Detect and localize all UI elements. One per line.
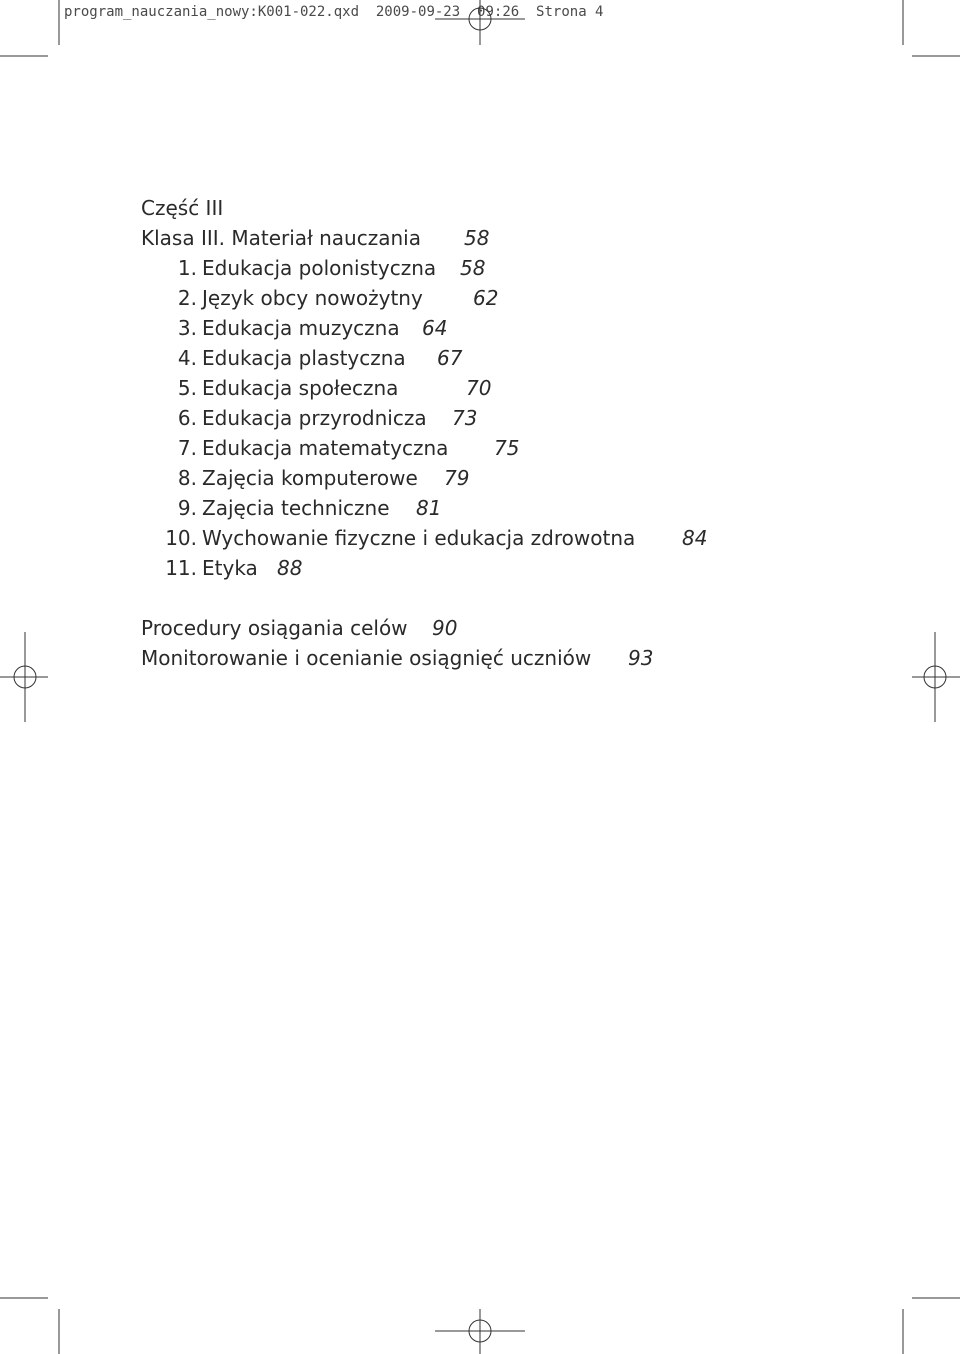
- extra-entry-label: Procedury osiągania celów: [141, 616, 408, 640]
- toc-item-page: 64: [422, 316, 448, 340]
- toc-item-label: Język obcy nowożytny: [202, 286, 423, 310]
- toc-item-label: Etyka: [202, 556, 258, 580]
- toc-item-2: [177, 283, 635, 313]
- registration-mark-bottom: [435, 1309, 525, 1354]
- toc-item-page: 58: [460, 256, 486, 280]
- part-title-row: [141, 193, 635, 223]
- toc-item-number: 2.: [177, 286, 197, 310]
- toc-item-page: 70: [466, 376, 492, 400]
- extra-entry-page: 93: [628, 646, 654, 670]
- toc-item-number: 4.: [177, 346, 197, 370]
- toc-item-11: [165, 553, 635, 583]
- toc-item-label: Zajęcia komputerowe: [202, 466, 418, 490]
- part-title: Część III: [141, 196, 224, 220]
- class-entry-row: [141, 223, 635, 253]
- toc-item-label: Edukacja plastyczna: [202, 346, 406, 370]
- toc-item-number: 7.: [177, 436, 197, 460]
- toc-item-5: [177, 373, 635, 403]
- toc-item-1: [177, 253, 635, 283]
- toc-item-label: Zajęcia techniczne: [202, 496, 390, 520]
- toc-item-page: 88: [277, 556, 303, 580]
- registration-mark-right: [912, 632, 960, 722]
- extra-entry-label: Monitorowanie i ocenianie osiągnięć uczniów: [141, 646, 592, 670]
- class-entry-page: 58: [464, 226, 490, 250]
- toc-item-label: Wychowanie fizyczne i edukacja zdrowotna: [202, 526, 636, 550]
- toc-item-number: 9.: [177, 496, 197, 520]
- class-entry-label: Klasa III. Materiał nauczania: [141, 226, 421, 250]
- table-of-contents: [141, 193, 708, 673]
- extra-entry-page: 90: [432, 616, 458, 640]
- registration-mark-top: [435, 0, 525, 45]
- toc-item-label: Edukacja społeczna: [202, 376, 399, 400]
- toc-item-page: 73: [452, 406, 478, 430]
- toc-item-page: 81: [416, 496, 442, 520]
- toc-item-number: 11.: [165, 556, 197, 580]
- toc-item-7: [177, 433, 635, 463]
- extra-entry-procedures: [141, 613, 635, 643]
- toc-item-4: [177, 343, 635, 373]
- toc-item-label: Edukacja matematyczna: [202, 436, 449, 460]
- toc-item-8: [177, 463, 635, 493]
- toc-item-number: 10.: [165, 526, 197, 550]
- toc-item-3: [177, 313, 635, 343]
- toc-item-9: [177, 493, 635, 523]
- toc-item-label: Edukacja muzyczna: [202, 316, 400, 340]
- slug-page-label: Strona 4: [536, 4, 604, 20]
- slug-time: 09:26: [477, 4, 520, 20]
- toc-item-page: 79: [444, 466, 470, 490]
- toc-item-label: Edukacja polonistyczna: [202, 256, 437, 280]
- toc-item-number: 1.: [177, 256, 197, 280]
- slug-date: 2009-09-23: [375, 4, 461, 20]
- toc-item-page: 62: [473, 286, 499, 310]
- toc-item-10: [165, 523, 708, 553]
- section-gap: [141, 583, 635, 613]
- toc-item-page: 84: [682, 526, 708, 550]
- toc-item-page: 67: [437, 346, 463, 370]
- toc-item-6: [177, 403, 635, 433]
- registration-mark-left: [0, 632, 48, 722]
- toc-item-number: 8.: [177, 466, 197, 490]
- toc-item-label: Edukacja przyrodnicza: [202, 406, 427, 430]
- extra-entry-monitoring: [141, 643, 654, 673]
- slug-file: program_nauczania_nowy:K001-022.qxd: [64, 4, 360, 20]
- toc-item-number: 6.: [177, 406, 197, 430]
- toc-item-page: 75: [494, 436, 520, 460]
- toc-item-number: 5.: [177, 376, 197, 400]
- toc-item-number: 3.: [177, 316, 197, 340]
